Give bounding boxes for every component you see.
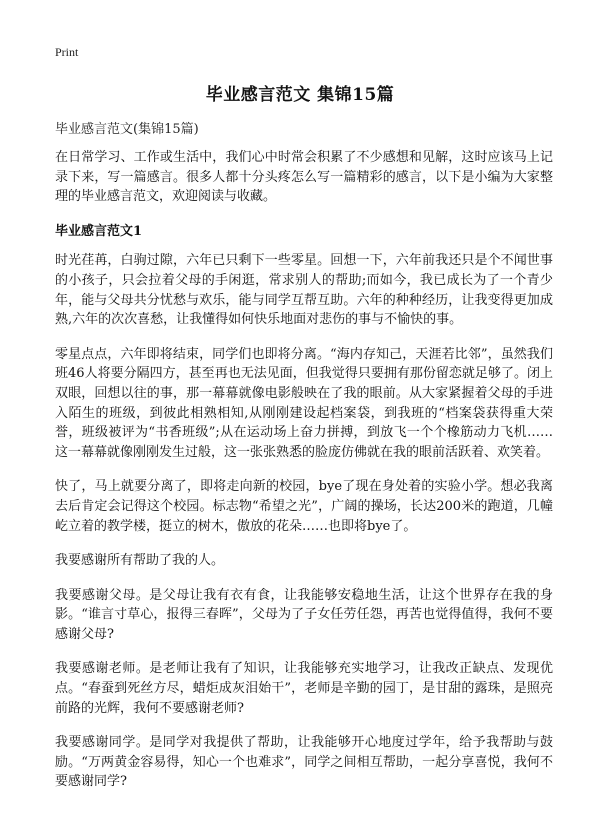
article-body — [55, 148, 553, 807]
body-paragraph: 快了，马上就要分离了，即将走向新的校园，bye了现在身处着的实验小学。想必我离去后肯定会记得这个校园。标志物“希望之光”，广阔的操场，长达200米的跑道，几幢屹立着的教学楼，挺立的树木，傲放的花朵……也即将bye了。 — [55, 479, 553, 534]
body-paragraph: 我要感谢所有帮助了我的人。 — [55, 553, 225, 569]
page-title: 毕业感言范文 集锦15篇 — [205, 85, 395, 105]
body-paragraph: 我要感谢老师。是老师让我有了知识，让我能够充实地学习，让我改正缺点、发现优点。“春蚕到死丝方尽，蜡炬成灰泪始干”，老师是辛勤的园丁，是甘甜的露珠，是照亮前路的光辉，我何不要感谢老师? — [55, 661, 553, 716]
body-paragraph: 我要感谢同学。是同学对我提供了帮助，让我能够开心地度过学年，给予我帮助与鼓励。“万两黄金容易得，知心一个也难求”，同学之间相互帮助，一起分享喜悦，我何不要感谢同学? — [55, 735, 553, 790]
body-paragraph: 我要感谢父母。是父母让我有衣有食，让我能够安稳地生活，让这个世界存在我的身影。“谁言寸草心，报得三春晖”，父母为了子女任劳任怨，再苦也觉得值得，我何不要感谢父母? — [55, 587, 553, 642]
section-heading: 毕业感言范文1 — [55, 223, 143, 239]
body-paragraph: 零星点点，六年即将结束，同学们也即将分离。“海内存知己，天涯若比邻”，虽然我们班46人将要分隔四方，甚至再也无法见面，但我觉得只要拥有那份留恋就足够了。闭上双眼，回想以往的事，那一幕幕就像电影般映在了我的眼前。从大家紧握着父母的手进入陌生的班级，到彼此相熟相知,从刚刚建设起档案袋，到我班的“档案袋获得重大荣誉，班级被评为“书香班级”;从在运动场上奋力拼搏，到放飞一个个橡筋动力飞机……这一幕幕就像刚刚发生过般，这一张张熟悉的脸庞仿佛就在我的眼前活跃着、欢笑着。 — [55, 346, 553, 460]
page-subtitle: 毕业感言范文(集锦15篇) — [55, 122, 199, 137]
body-paragraph: 时光荏苒，白驹过隙，六年已只剩下一些零星。回想一下，六年前我还只是个不闻世事的小孩子，只会拉着父母的手闲逛，常求别人的帮助;而如今，我已成长为了一个青少年，能与父母共分忧愁与欢乐，能与同学互帮互助。六年的种种经历，让我变得更加成熟,六年的次次喜愁，让我懂得如何快乐地面对悲伤的事与不愉快的事。 — [55, 253, 553, 328]
print-link[interactable]: Print — [55, 45, 79, 59]
intro-paragraph: 在日常学习、工作或生活中，我们心中时常会积累了不少感想和见解，这时应该马上记录下来，写一篇感言。很多人都十分头疼怎么写一篇精彩的感言，以下是小编为大家整理的毕业感言范文，欢迎阅读与收藏。 — [55, 150, 553, 205]
